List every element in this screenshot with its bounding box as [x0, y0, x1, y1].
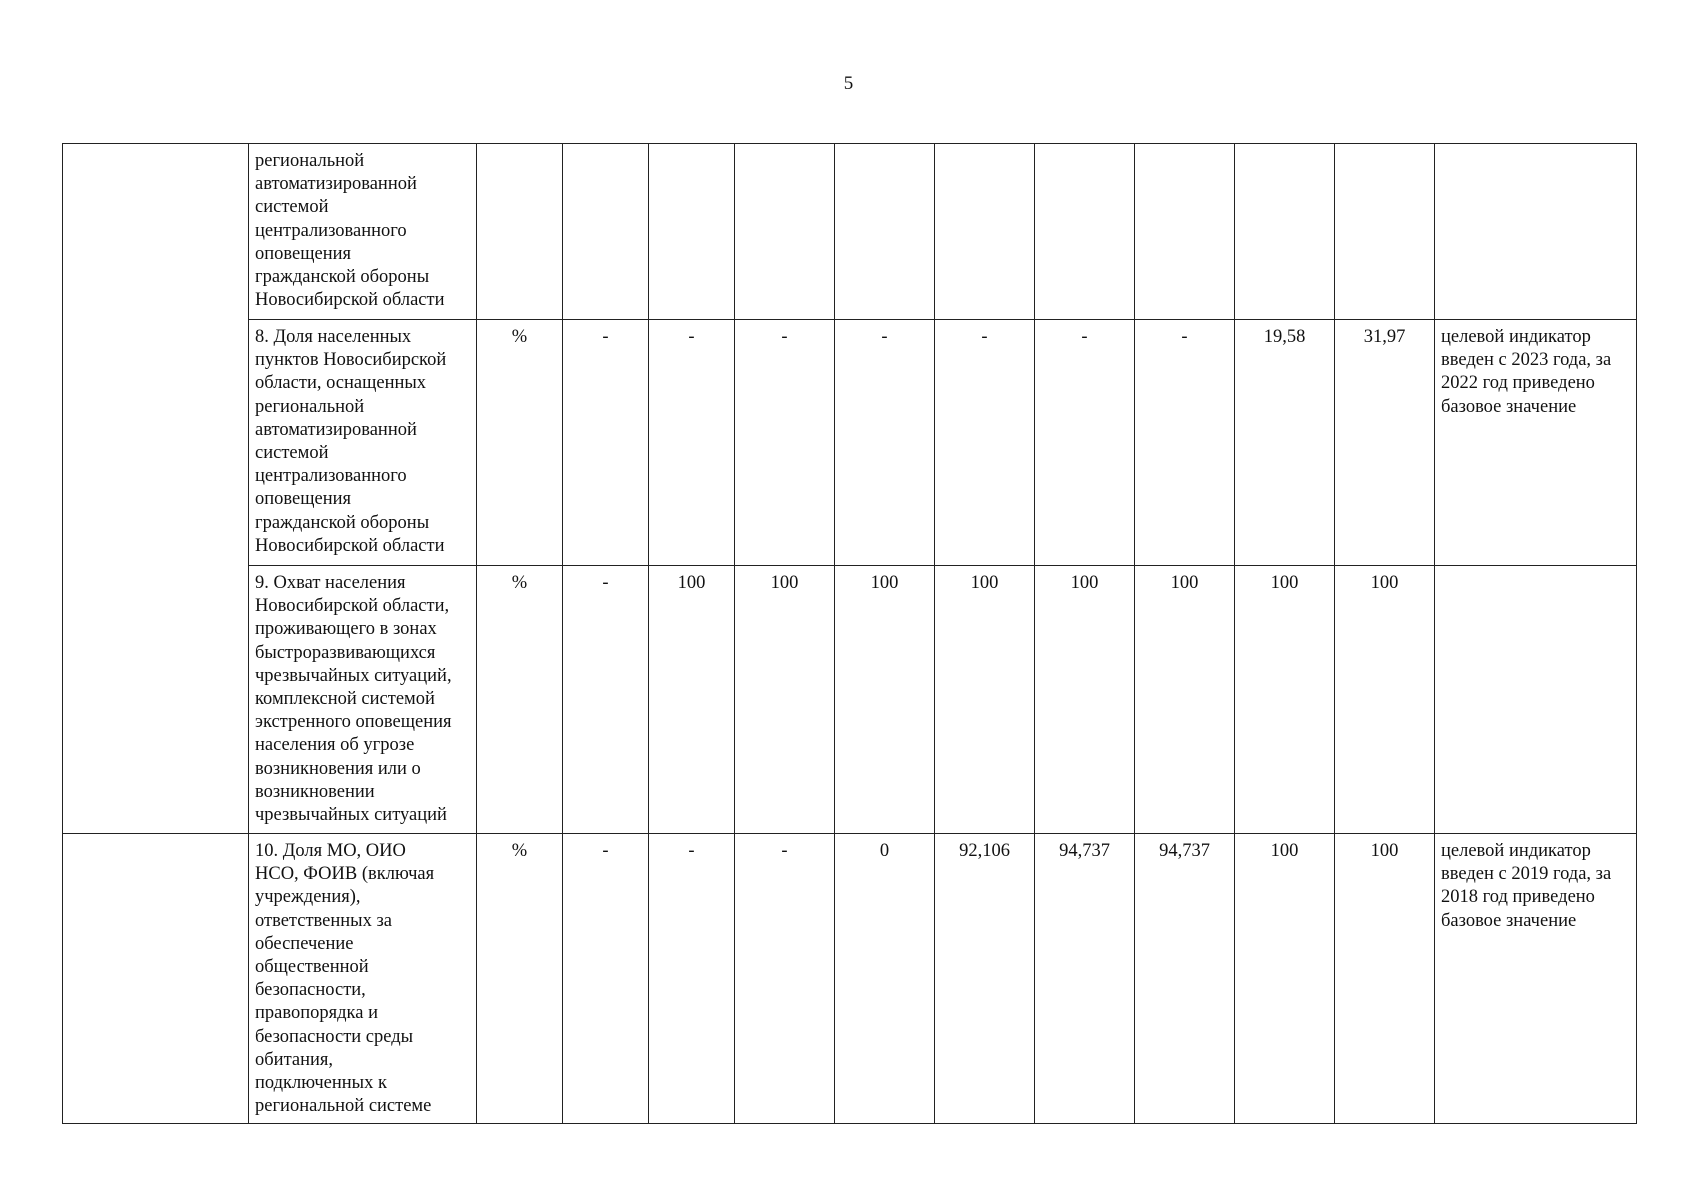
value-cell — [935, 144, 1035, 320]
value-cell: 100 — [935, 566, 1035, 834]
value-cell: - — [1035, 320, 1135, 566]
section-cell — [63, 320, 249, 566]
value-cell: 31,97 — [1335, 320, 1435, 566]
value-cell: - — [1135, 320, 1235, 566]
value-cell: - — [835, 320, 935, 566]
unit-cell: % — [477, 566, 563, 834]
value-cell: 100 — [1335, 566, 1435, 834]
value-cell: 100 — [1335, 834, 1435, 1124]
indicator-name: региональной автоматизированной системой централизованного оповещения гражданской обороны Новосибирской области — [255, 151, 445, 311]
note-cell — [1435, 566, 1637, 834]
value-cell: 94,737 — [1035, 834, 1135, 1124]
value-cell: - — [649, 834, 735, 1124]
value-cell — [1035, 144, 1135, 320]
value-cell: 100 — [1235, 834, 1335, 1124]
value-cell — [563, 144, 649, 320]
indicator-name-cell — [249, 320, 477, 566]
page-number: 5 — [843, 73, 854, 94]
unit-cell: % — [477, 834, 563, 1124]
value-cell: - — [563, 566, 649, 834]
table-body — [63, 144, 1637, 1124]
note-text: целевой индикатор введен с 2023 года, за 2022 год приведено базовое значение — [1441, 327, 1612, 417]
unit-cell — [477, 144, 563, 320]
section-cell — [63, 834, 249, 1124]
indicator-name-cell — [249, 144, 477, 320]
value-cell — [1135, 144, 1235, 320]
indicator-name: 10. Доля МО, ОИО НСО, ФОИВ (включая учреждения), ответственных за обеспечение общественной безопасности, правопорядка и безопасности среды обитания, подключенных к региональной системе — [255, 841, 435, 1117]
note-cell — [1435, 320, 1637, 566]
value-cell: - — [735, 834, 835, 1124]
table-row — [63, 320, 1637, 566]
value-cell: 100 — [735, 566, 835, 834]
value-cell: 100 — [1035, 566, 1135, 834]
value-cell — [1235, 144, 1335, 320]
value-cell: - — [563, 834, 649, 1124]
indicator-name-cell — [249, 834, 477, 1124]
value-cell: 0 — [835, 834, 935, 1124]
value-cell: - — [735, 320, 835, 566]
value-cell: 100 — [1135, 566, 1235, 834]
value-cell: - — [935, 320, 1035, 566]
value-cell: 94,737 — [1135, 834, 1235, 1124]
value-cell — [1335, 144, 1435, 320]
indicator-name-cell — [249, 566, 477, 834]
section-cell — [63, 144, 249, 320]
value-cell: 92,106 — [935, 834, 1035, 1124]
note-text: целевой индикатор введен с 2019 года, за 2018 год приведено базовое значение — [1441, 841, 1612, 931]
table-row — [63, 144, 1637, 320]
indicators-table — [62, 143, 1637, 1124]
note-cell — [1435, 834, 1637, 1124]
table-row — [63, 566, 1637, 834]
value-cell: - — [563, 320, 649, 566]
value-cell: 100 — [1235, 566, 1335, 834]
value-cell — [735, 144, 835, 320]
value-cell: - — [649, 320, 735, 566]
indicator-name: 9. Охват населения Новосибирской области, проживающего в зонах быстроразвивающихся чрезвычайных ситуаций, комплексной системой экстренного оповещения населения об угрозе возникновения или о возникновении чрезвычайных ситуаций — [255, 573, 452, 826]
unit-cell: % — [477, 320, 563, 566]
section-cell — [63, 566, 249, 834]
value-cell: 100 — [835, 566, 935, 834]
indicator-name: 8. Доля населенных пунктов Новосибирской области, оснащенных региональной автоматизированной системой централизованного оповещения гражданской обороны Новосибирской области — [255, 327, 447, 556]
table-row — [63, 834, 1637, 1124]
value-cell: 100 — [649, 566, 735, 834]
value-cell — [649, 144, 735, 320]
note-cell — [1435, 144, 1637, 320]
value-cell — [835, 144, 935, 320]
value-cell: 19,58 — [1235, 320, 1335, 566]
